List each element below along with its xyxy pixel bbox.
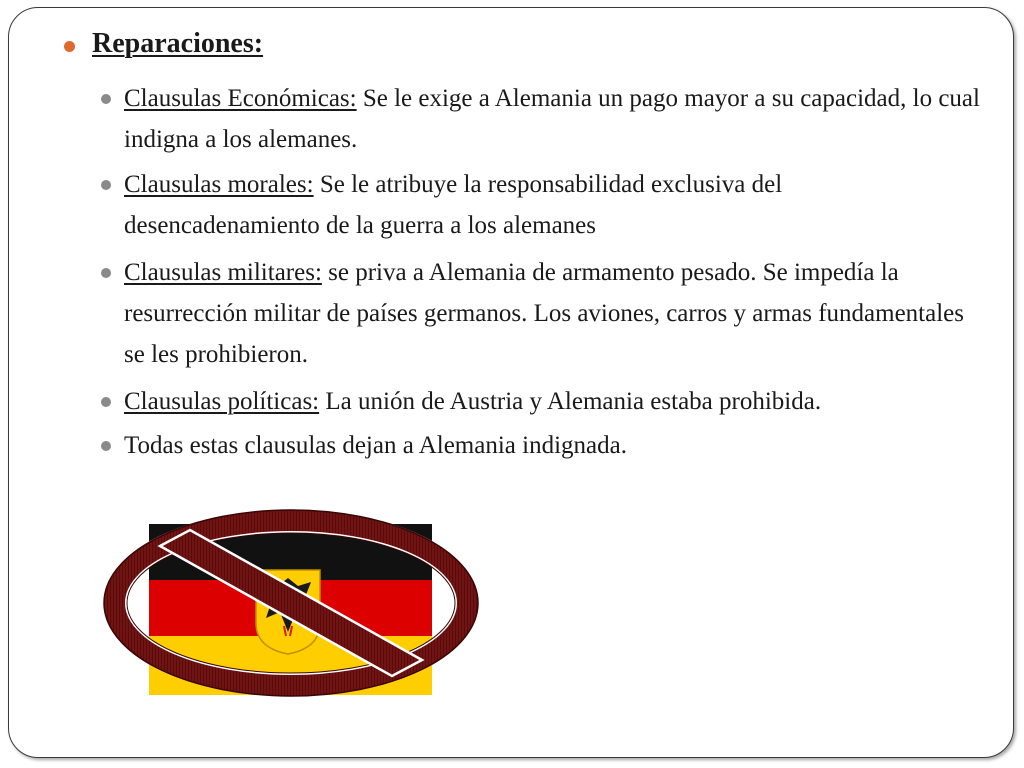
list-item (124, 164, 984, 246)
bullet-icon (101, 268, 111, 278)
list-item (124, 425, 984, 466)
item-text: Todas estas clausulas dejan a Alemania indignada. (124, 432, 627, 459)
bullet-icon (101, 94, 111, 104)
item-label: Clausulas morales: (124, 171, 314, 198)
title-bullet-icon (64, 41, 75, 52)
item-text: Se le exige a Alemania un pago mayor a su capacidad, lo cual indigna a los alemanes. (124, 85, 980, 153)
prohibited-german-flag-icon (98, 508, 482, 698)
item-text: Se le atribuye la responsabilidad exclusiva del desencadenamiento de la guerra a los alemanes (124, 171, 783, 239)
bullet-icon (101, 180, 111, 190)
slide-title: Reparaciones: (92, 28, 264, 59)
list-item (124, 381, 984, 422)
item-label: Clausulas militares: (124, 259, 322, 286)
bullet-icon (101, 441, 111, 451)
list-item (124, 252, 984, 375)
bullet-icon (101, 397, 111, 407)
item-text: La unión de Austria y Alemania estaba prohibida. (319, 388, 822, 415)
item-text: se priva a Alemania de armamento pesado. Se impedía la resurrección militar de países germanos. Los aviones, carros y armas fundamentales se les prohibieron. (124, 259, 964, 368)
item-label: Clausulas Económicas: (124, 85, 357, 112)
item-label: Clausulas políticas: (124, 388, 320, 415)
list-item (124, 78, 984, 160)
